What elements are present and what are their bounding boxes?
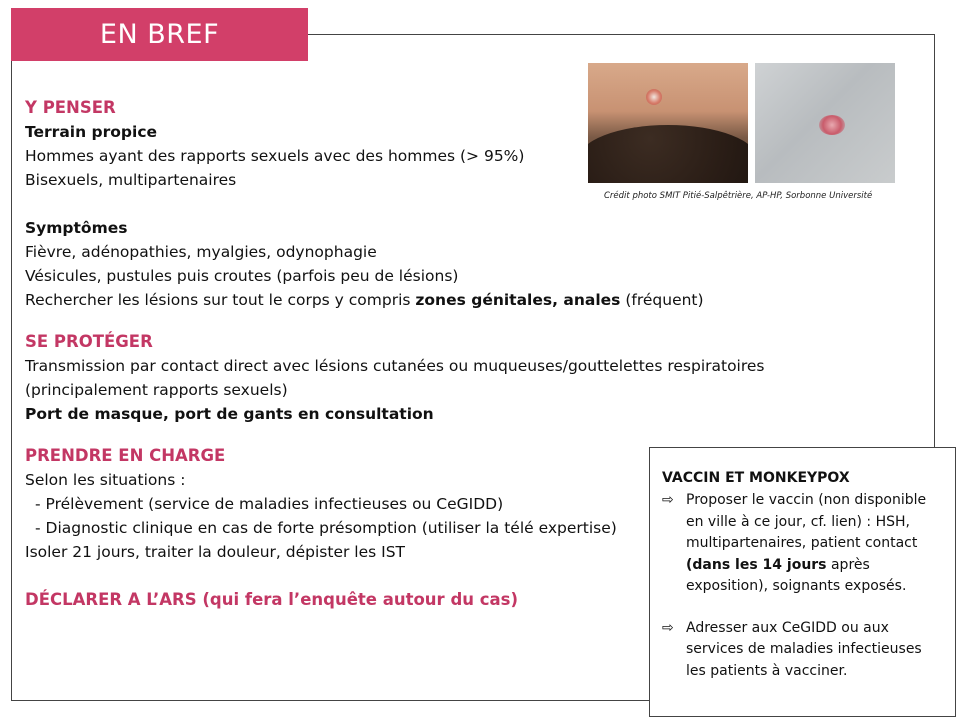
photo-skin-lesion <box>755 63 895 183</box>
vaccin-item-2-text: Adresser aux CeGIDD ou aux services de maladies infectieuses les patients à vacciner. <box>686 619 922 679</box>
symptomes-line-1: Fièvre, adénopathies, myalgies, odynophagie <box>25 243 377 261</box>
photo-lesion-mark-2 <box>819 115 845 135</box>
charge-line-1: Selon les situations : <box>25 471 186 489</box>
symptomes-title: Symptômes <box>25 219 128 237</box>
terrain-line-2: Bisexuels, multipartenaires <box>25 171 237 189</box>
arrow-right-icon: ⇨ <box>662 492 674 508</box>
heading-y-penser: Y PENSER <box>25 98 116 117</box>
heading-se-proteger: SE PROTÉGER <box>25 332 153 351</box>
vaccin-box <box>649 447 956 717</box>
charge-line-4: Isoler 21 jours, traiter la douleur, dépister les IST <box>25 543 406 561</box>
vaccin-item-2 <box>662 618 943 683</box>
vaccin-item-1 <box>662 490 943 598</box>
proteger-line-2: (principalement rapports sexuels) <box>25 381 288 399</box>
vaccin-item-1-post: après exposition), soignants exposés. <box>686 556 907 594</box>
vaccin-item-1-bold: (dans les 14 jours <box>686 556 827 573</box>
symptomes-line-2: Vésicules, pustules puis croutes (parfois peu de lésions) <box>25 267 459 285</box>
terrain-line-1: Hommes ayant des rapports sexuels avec des hommes (> 95%) <box>25 147 525 165</box>
proteger-line-3: Port de masque, port de gants en consultation <box>25 405 434 423</box>
charge-line-2: - Prélèvement (service de maladies infectieuses ou CeGIDD) <box>35 495 504 513</box>
symptomes-line-3 <box>25 288 745 312</box>
arrow-right-icon: ⇨ <box>662 619 674 636</box>
symptomes-line-3-post: (fréquent) <box>620 291 704 309</box>
vaccin-item-1-pre: Proposer le vaccin (non disponible en ville à ce jour, cf. lien) : HSH, multipartenaires, patient contact <box>686 492 927 551</box>
vaccin-item-1-text <box>686 490 943 598</box>
proteger-line-1: Transmission par contact direct avec lésions cutanées ou muqueuses/gouttelettes respiratoires <box>25 357 765 375</box>
terrain-title: Terrain propice <box>25 123 158 141</box>
symptomes-line-3-pre: Rechercher les lésions sur tout le corps y compris <box>25 291 416 309</box>
heading-declarer: DÉCLARER A L’ARS (qui fera l’enquête autour du cas) <box>25 590 519 609</box>
banner-title: EN BREF <box>11 8 308 61</box>
charge-line-3: - Diagnostic clinique en cas de forte présomption (utiliser la télé expertise) <box>35 519 617 537</box>
photo-credit: Crédit photo SMIT Pitié-Salpêtrière, AP-HP, Sorbonne Université <box>604 191 873 201</box>
vaccin-title: VACCIN ET MONKEYPOX <box>662 470 850 486</box>
symptomes-line-3-bold: zones génitales, anales <box>415 291 621 309</box>
heading-prendre-en-charge: PRENDRE EN CHARGE <box>25 446 226 465</box>
